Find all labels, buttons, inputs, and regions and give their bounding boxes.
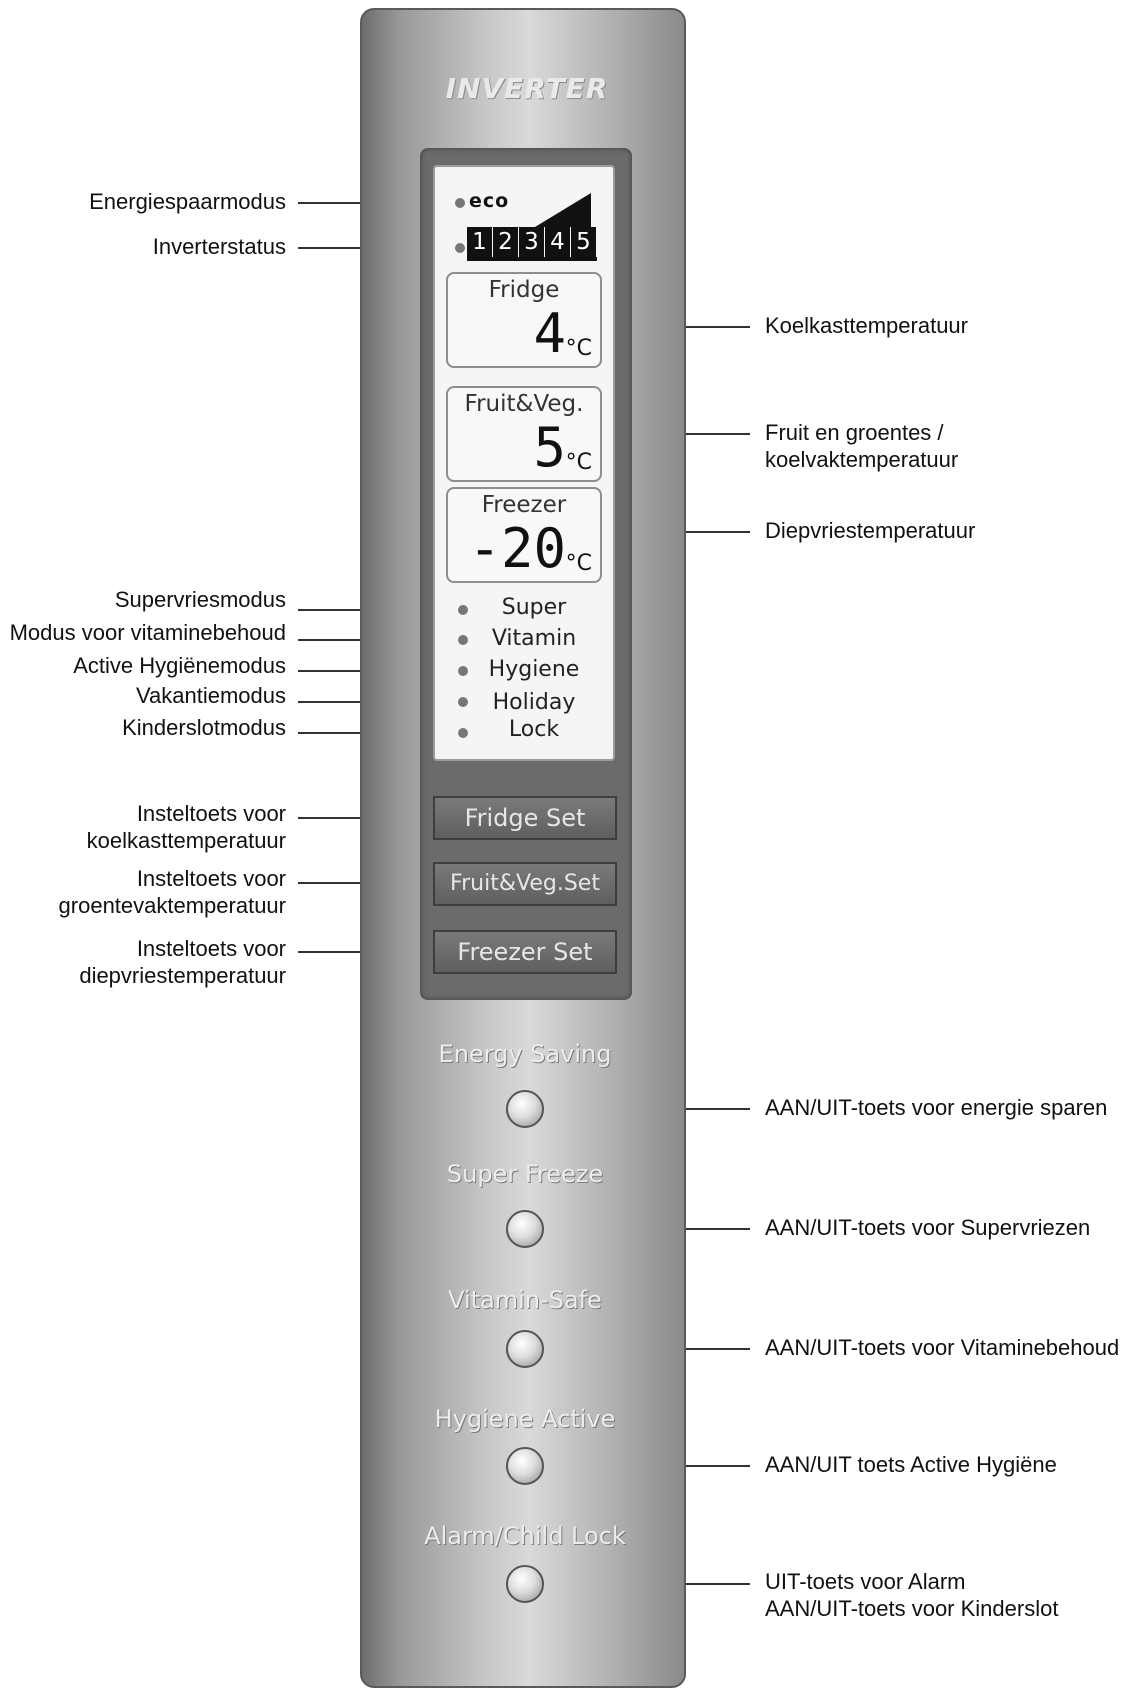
lock-mode-label: Lock bbox=[508, 717, 560, 742]
level-1: 1 bbox=[467, 227, 492, 257]
annotation-set-fridge bbox=[0, 800, 286, 854]
holiday-mode-label: Holiday bbox=[492, 690, 576, 715]
freezer-temp-box bbox=[446, 487, 602, 583]
annotation-set-freezer-line1: Insteltoets voor bbox=[136, 936, 286, 961]
super-mode-dot bbox=[458, 605, 468, 615]
inverter-logo: INVERTER bbox=[445, 72, 609, 105]
annotation-supervriesmodus: Supervriesmodus bbox=[114, 587, 286, 612]
hygiene-mode-dot bbox=[458, 666, 468, 676]
fridge-set-button[interactable]: Fridge Set bbox=[433, 796, 617, 840]
annotation-alarm-line2: AAN/UIT-toets voor Kinderslot bbox=[765, 1596, 1059, 1621]
freezer-temp-value: -20 bbox=[468, 517, 566, 580]
super-freeze-label: Super Freeze bbox=[446, 1160, 604, 1188]
annotation-set-fruitveg-line2: groentevaktemperatuur bbox=[58, 893, 286, 918]
fruitveg-temp-value: 5 bbox=[533, 416, 566, 479]
annotation-koelkasttemperatuur: Koelkasttemperatuur bbox=[765, 313, 968, 338]
annotation-hygiene: Active Hygiënemodus bbox=[73, 653, 286, 678]
fridge-label: Fridge bbox=[488, 277, 560, 303]
fridge-temp-box bbox=[446, 272, 602, 368]
annotation-energiespaarmodus: Energiespaarmodus bbox=[89, 189, 286, 214]
annotation-fruitveg-line2: koelvaktemperatuur bbox=[765, 447, 959, 472]
annotation-fruitveg bbox=[765, 419, 958, 473]
level-3: 3 bbox=[519, 227, 544, 257]
alarm-child-lock-label: Alarm/Child Lock bbox=[424, 1522, 626, 1550]
hygiene-mode-label: Hygiene bbox=[488, 657, 580, 682]
freezer-set-button[interactable]: Freezer Set bbox=[433, 930, 617, 974]
annotation-set-freezer bbox=[0, 935, 286, 989]
eco-label: eco bbox=[469, 190, 510, 212]
level-2: 2 bbox=[493, 227, 518, 257]
fridge-temp-unit: °C bbox=[565, 336, 592, 361]
vitamin-mode-dot bbox=[458, 635, 468, 645]
fridge-temp-value: 4 bbox=[533, 302, 566, 365]
annotation-inverterstatus: Inverterstatus bbox=[152, 234, 286, 259]
annotation-vakantie: Vakantiemodus bbox=[135, 683, 286, 708]
eco-ramp-icon bbox=[535, 193, 591, 227]
freezer-temp-unit: °C bbox=[565, 551, 592, 576]
annotation-vitaminebehoud: Modus voor vitaminebehoud bbox=[9, 620, 286, 645]
annotation-set-fridge-line1: Insteltoets voor bbox=[136, 801, 286, 826]
energy-saving-label: Energy Saving bbox=[438, 1040, 612, 1068]
vitamin-safe-button[interactable] bbox=[506, 1330, 544, 1368]
eco-indicator-dot bbox=[455, 198, 465, 208]
annotation-hygiene-toggle: AAN/UIT toets Active Hygiëne bbox=[765, 1452, 1057, 1477]
fruitveg-set-button[interactable]: Fruit&Veg.Set bbox=[433, 862, 617, 906]
inverter-status-dot bbox=[455, 243, 465, 253]
super-mode-label: Super bbox=[501, 595, 567, 620]
hygiene-active-button[interactable] bbox=[506, 1447, 544, 1485]
annotation-alarm-childlock bbox=[765, 1568, 1058, 1622]
annotation-set-fridge-line2: koelkasttemperatuur bbox=[86, 828, 286, 853]
freezer-label: Freezer bbox=[481, 492, 567, 518]
annotation-set-fruitveg-line1: Insteltoets voor bbox=[136, 866, 286, 891]
annotation-diepvriestemperatuur: Diepvriestemperatuur bbox=[765, 518, 976, 543]
annotation-fruitveg-line1: Fruit en groentes / bbox=[765, 420, 944, 445]
inverter-level-bar bbox=[467, 227, 597, 261]
level-4: 4 bbox=[545, 227, 570, 257]
vitamin-mode-label: Vitamin bbox=[491, 626, 577, 651]
super-freeze-button[interactable] bbox=[506, 1210, 544, 1248]
annotation-energy-toggle: AAN/UIT-toets voor energie sparen bbox=[765, 1095, 1108, 1120]
annotation-alarm-line1: UIT-toets voor Alarm bbox=[765, 1569, 966, 1594]
fruitveg-label: Fruit&Veg. bbox=[464, 391, 584, 417]
fruitveg-temp-box bbox=[446, 386, 602, 482]
annotation-set-fruitveg bbox=[0, 865, 286, 919]
annotation-superfreeze-toggle: AAN/UIT-toets voor Supervriezen bbox=[765, 1215, 1091, 1240]
annotation-vitamin-toggle: AAN/UIT-toets voor Vitaminebehoud bbox=[765, 1335, 1120, 1360]
holiday-mode-dot bbox=[458, 697, 468, 707]
annotation-set-freezer-line2: diepvriestemperatuur bbox=[79, 963, 286, 988]
lock-mode-dot bbox=[458, 728, 468, 738]
energy-saving-button[interactable] bbox=[506, 1090, 544, 1128]
level-5: 5 bbox=[571, 227, 596, 257]
vitamin-safe-label: Vitamin-Safe bbox=[448, 1286, 602, 1314]
fruitveg-temp-unit: °C bbox=[565, 450, 592, 475]
annotation-kinderslot: Kinderslotmodus bbox=[122, 715, 286, 740]
hygiene-active-label: Hygiene Active bbox=[434, 1405, 616, 1433]
alarm-child-lock-button[interactable] bbox=[506, 1565, 544, 1603]
